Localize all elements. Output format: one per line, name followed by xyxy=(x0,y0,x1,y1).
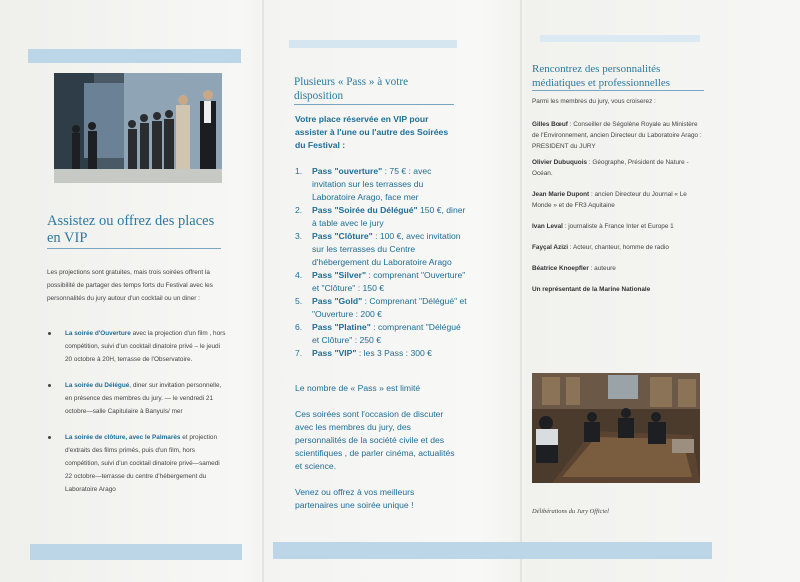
evening-text: et projection d'extraits des films primés, puis d'un film, hors compétition, suivi d'un cocktail dinatoire privé—samedi 22 octobre—terrasse du centre d'hébergement du Laboratoire Arago xyxy=(65,434,220,493)
vip-heading: Assistez ou offrez des places en VIP xyxy=(47,213,215,246)
bullet-dot xyxy=(48,436,51,439)
bottom-band-left xyxy=(30,544,242,560)
juror-name: Gilles Bœuf xyxy=(532,121,568,128)
jury-intro: Parmi les membres du jury, vous croiserez : xyxy=(532,98,656,105)
list-item xyxy=(295,321,467,347)
list-item xyxy=(47,379,227,418)
jury-deliberation-photo xyxy=(532,373,700,483)
pass-heading-rule xyxy=(294,104,454,105)
pass-detail: 150 €, diner à table avec le jury xyxy=(312,205,466,228)
photo-caption: Délibérations du Jury Officiel xyxy=(532,508,609,515)
list-item xyxy=(47,431,227,496)
evenings-list xyxy=(47,327,227,509)
bullet-dot xyxy=(48,332,51,335)
jury-list xyxy=(532,119,704,298)
juror-name: Un représentant de la Marine Nationale xyxy=(532,286,651,293)
fold-line-left xyxy=(262,0,264,582)
pass-number: 4. xyxy=(295,270,303,280)
pass-detail: : comprenant "Délégué et Clôture" : 250 € xyxy=(312,322,461,345)
juror-name: Béatrice Knoepfler xyxy=(532,265,589,272)
list-item xyxy=(295,347,467,360)
pass-number: 5. xyxy=(295,296,303,306)
pass-number: 1. xyxy=(295,166,303,176)
jury-heading-rule xyxy=(532,90,704,91)
list-item xyxy=(532,157,704,189)
pass-name: Pass "Gold" xyxy=(312,296,363,306)
juror-name: Jean Marie Dupont xyxy=(532,191,590,198)
vip-heading-rule xyxy=(47,248,221,249)
list-item xyxy=(532,221,704,242)
pass-detail: : Comprenant "Délégué" et "Ouverture : 200 € xyxy=(312,296,467,319)
pass-name: Pass "Silver" xyxy=(312,270,367,280)
vip-intro: Les projections sont gratuites, mais trois soirées offrent la possibilité de partager des temps forts du Festival avec les personnalités du jury autour d'un cocktail ou un diner : xyxy=(47,269,213,302)
pass-name: Pass "VIP" xyxy=(312,348,357,358)
evening-title: La soirée d'Ouverture xyxy=(65,330,131,337)
list-item xyxy=(295,269,467,295)
pass-limit-note: Le nombre de « Pass » est limité xyxy=(295,383,421,393)
fold-line-right xyxy=(520,0,522,582)
pass-number: 6. xyxy=(295,322,303,332)
juror-desc: : Géographe, Président de Nature -Océan. xyxy=(532,159,689,177)
list-item xyxy=(295,230,467,269)
top-band-right xyxy=(540,35,700,42)
top-band-left xyxy=(28,49,241,63)
evening-title: La soirée du Délégué xyxy=(65,382,130,389)
list-item xyxy=(47,327,227,366)
pass-lead: Votre place réservée en VIP pour assister à l'une ou l'autre des Soirées du Festival : xyxy=(295,114,449,150)
juror-desc: : auteure xyxy=(588,265,616,272)
juror-desc: : Acteur, chanteur, homme de radio xyxy=(568,244,669,251)
juror-name: Fayçal Azizi xyxy=(532,244,568,251)
pass-name: Pass "Platine" xyxy=(312,322,371,332)
list-item xyxy=(532,263,704,284)
pass-number: 2. xyxy=(295,205,303,215)
pass-heading: Plusieurs « Pass » à votre disposition xyxy=(294,76,409,102)
list-item xyxy=(532,119,704,157)
pass-detail: : 100 €, avec invitation sur les terrasses du Centre d'hébergement du Laboratoire Arago xyxy=(312,231,461,267)
pass-number: 7. xyxy=(295,348,303,358)
pass-detail: : 75 € : avec invitation sur les terrasses du Laboratoire Arago, face mer xyxy=(312,166,432,202)
list-item xyxy=(295,204,467,230)
juror-desc: : journaliste à France Inter et Europe 1 xyxy=(562,223,674,230)
pass-list xyxy=(295,165,467,360)
stage-photo xyxy=(54,73,222,183)
list-item xyxy=(532,242,704,263)
evening-title: La soirée de clôture, avec le Palmarès xyxy=(65,434,181,441)
top-band-middle xyxy=(289,40,457,48)
pass-detail: : les 3 Pass : 300 € xyxy=(356,348,432,358)
pass-number: 3. xyxy=(295,231,303,241)
bullet-dot xyxy=(48,384,51,387)
pass-name: Pass "Clôture" xyxy=(312,231,373,241)
bottom-band-right xyxy=(273,542,712,559)
pass-name: Pass "ouverture" xyxy=(312,166,383,176)
list-item xyxy=(532,189,704,221)
evening-text: avec la projection d'un film , hors compétition, suivi d'un cocktail dinatoire privé – le jeudi 20 octobre à 20H, terrasse de l'Observatoire. xyxy=(65,330,226,363)
list-item xyxy=(295,165,467,204)
call-to-action: Venez ou offrez à vos meilleurs partenaires une soirée unique ! xyxy=(295,487,415,510)
juror-name: Ivan Levaï xyxy=(532,223,563,230)
list-item xyxy=(532,284,704,298)
juror-desc: : ancien Directeur du Journal « Le Monde » et de FR3 Aquitaine xyxy=(532,191,687,209)
pass-detail: : comprenant "Ouverture" et "Clôture" : 150 € xyxy=(312,270,466,293)
list-item xyxy=(295,295,467,321)
pass-name: Pass "Soirée du Délégué" xyxy=(312,205,418,215)
jury-heading: Rencontrez des personnalités médiatiques et professionnelles xyxy=(532,63,671,89)
evenings-description: Ces soirées sont l'occasion de discuter avec les membres du jury, des personnalités de la société civile et des scientifiques , de parler cinéma, actualités et science. xyxy=(295,409,455,471)
juror-desc: : Conseiller de Ségolène Royale au Ministère de l'Environnement, ancien Directeur du Laboratoire Arago : PRESIDENT du JURY xyxy=(532,121,702,150)
juror-name: Olivier Dubuquois xyxy=(532,159,588,166)
evening-text: , diner sur invitation personnelle, en présence des membres du jury. — le vendredi 21 octobre—salle Capitulaire à Banyuls/ mer xyxy=(65,382,222,415)
